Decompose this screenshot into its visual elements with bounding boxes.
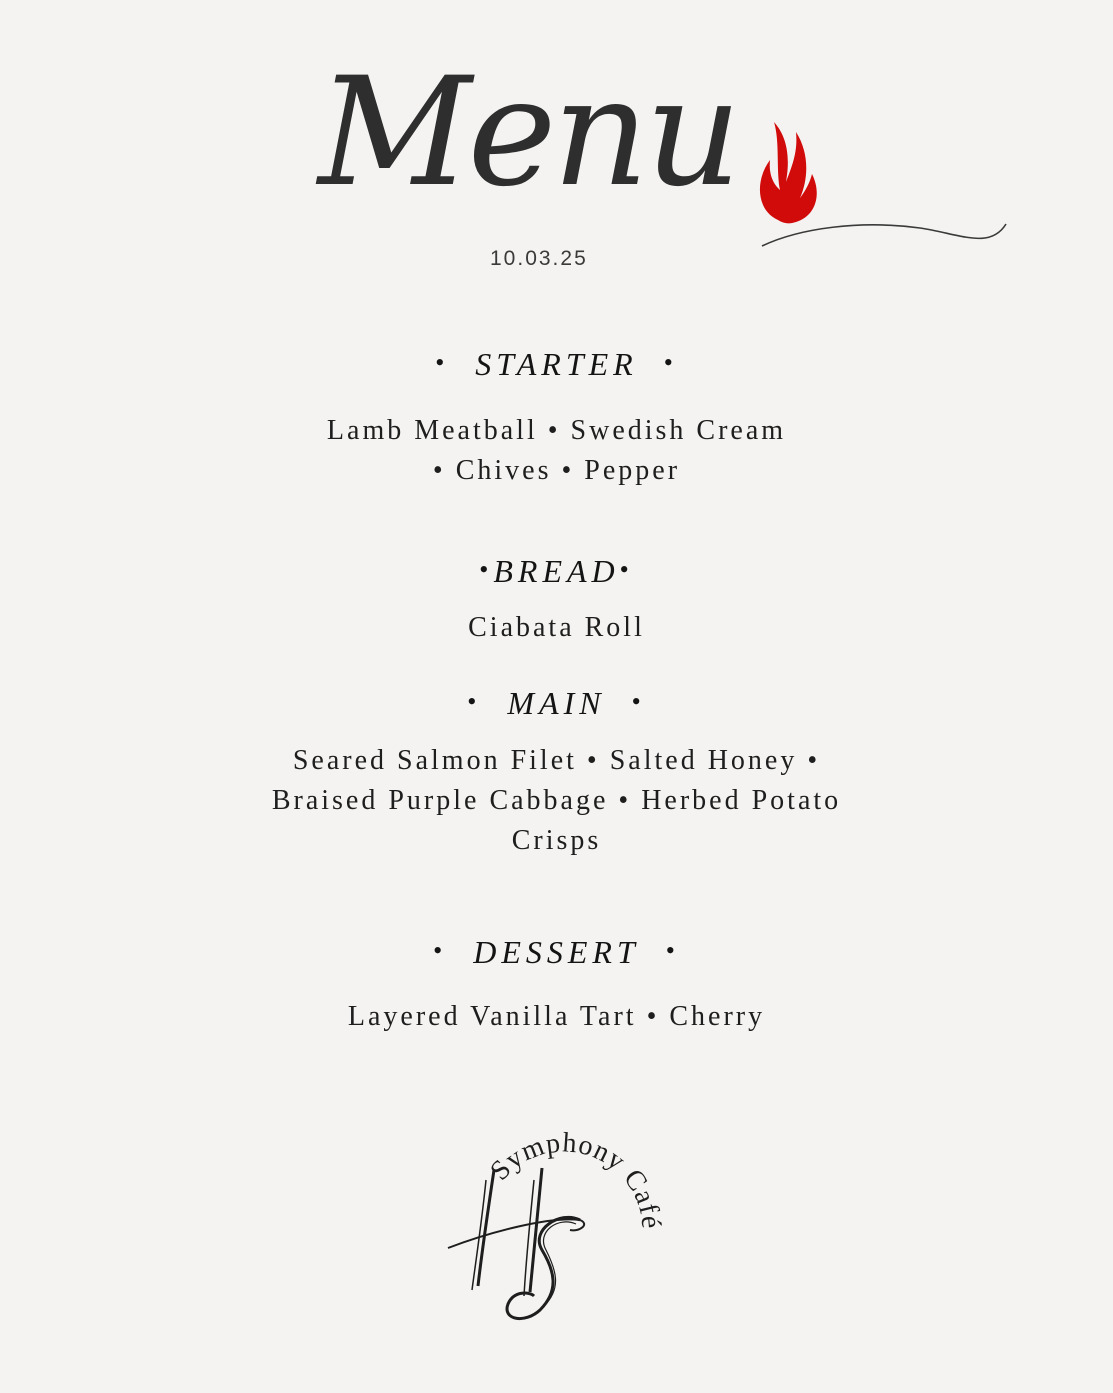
- section-items-starter: [0, 411, 1113, 491]
- item-line: Lamb Meatball • Swedish Cream: [326, 415, 787, 446]
- item-line: Braised Purple Cabbage • Herbed Potato: [271, 785, 842, 816]
- bullet: •: [665, 936, 680, 965]
- flame-flourish-icon: [300, 70, 1020, 270]
- section-heading-main: [0, 685, 1113, 722]
- menu-title: Menu: [318, 46, 738, 220]
- bullet: •: [435, 348, 450, 377]
- section-heading-dessert: [0, 934, 1113, 971]
- item-line: Layered Vanilla Tart • Cherry: [347, 1001, 766, 1032]
- bullet: •: [467, 687, 482, 716]
- bullet: •: [631, 687, 646, 716]
- monogram-logo-icon: [430, 1120, 670, 1340]
- flame-icon: [760, 122, 817, 223]
- heading-label: BREAD: [493, 553, 620, 589]
- section-heading-starter: [0, 346, 1113, 383]
- bullet: •: [619, 555, 634, 584]
- item-line: Seared Salmon Filet • Salted Honey •: [292, 745, 821, 776]
- section-heading-bread: [0, 553, 1113, 590]
- item-line: Crisps: [511, 825, 602, 856]
- section-items-dessert: [0, 997, 1113, 1037]
- heading-label: STARTER: [475, 346, 638, 382]
- bullet: •: [479, 555, 494, 584]
- heading-label: DESSERT: [473, 934, 640, 970]
- item-line: Ciabata Roll: [468, 612, 645, 643]
- bullet: •: [433, 936, 448, 965]
- section-items-bread: [0, 608, 1113, 648]
- logo-ring-text: Symphony Café: [484, 1127, 667, 1231]
- item-line: • Chives • Pepper: [432, 455, 681, 486]
- menu-date: 10.03.25: [490, 247, 588, 270]
- bullet: •: [663, 348, 678, 377]
- section-items-main: [0, 741, 1113, 861]
- heading-label: MAIN: [507, 685, 606, 721]
